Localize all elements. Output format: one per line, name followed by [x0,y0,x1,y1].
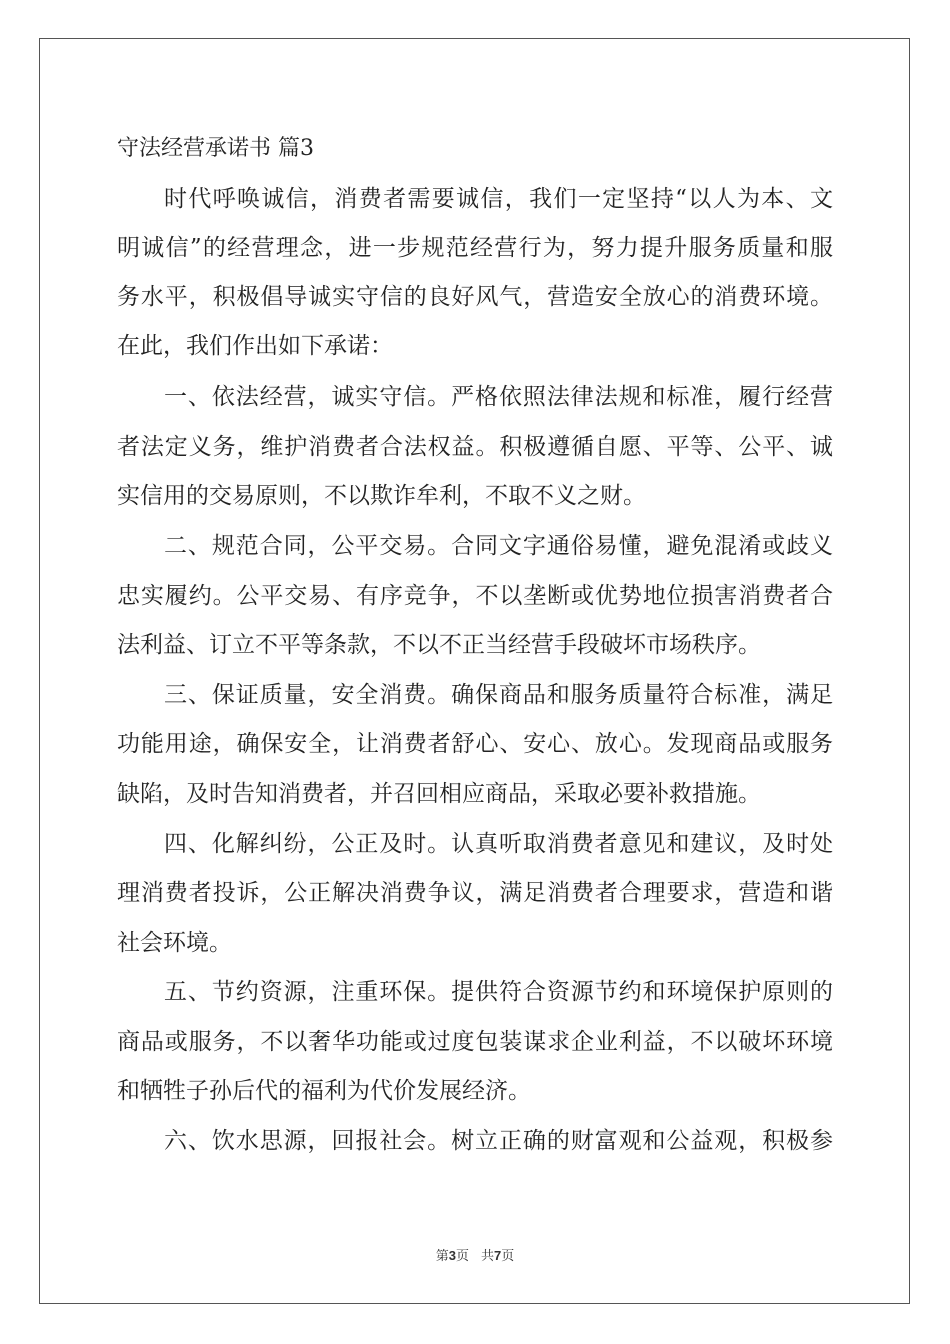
page-prefix: 第 [435,1249,449,1264]
paragraph-line: 缺陷，及时告知消费者，并召回相应商品，采取必要补救措施。 [117,781,761,807]
paragraph-line: 六、饮水思源，回报社会。树立正确的财富观和公益观，积极参 [164,1128,833,1154]
page-border [39,38,910,1304]
paragraph-line: 务水平，积极倡导诚实守信的良好风气，营造安全放心的消费环境。 [117,284,833,310]
paragraph-line: 理消费者投诉，公正解决消费争议，满足消费者合理要求，营造和谐 [117,880,833,906]
document-title: 守法经营承诺书 篇3 [117,136,314,161]
paragraph-line: 四、化解纠纷，公正及时。认真听取消费者意见和建议，及时处 [164,831,833,857]
paragraph-line: 一、依法经营，诚实守信。严格依照法律法规和标准，履行经营 [164,384,833,410]
page-suffix: 页 [455,1249,469,1264]
paragraph-line: 和牺牲子孙后代的福利为代价发展经济。 [117,1078,531,1104]
paragraph-line: 五、节约资源，注重环保。提供符合资源节约和环境保护原则的 [164,979,833,1005]
paragraph-line: 明诚信”的经营理念，进一步规范经营行为，努力提升服务质量和服 [117,235,833,261]
paragraph-line: 在此，我们作出如下承诺： [117,333,393,359]
current-page-number: 3 [448,1248,456,1263]
paragraph-line: 社会环境。 [117,930,232,956]
page-footer [0,1248,950,1265]
paragraph-line: 法利益、订立不平等条款，不以不正当经营手段破坏市场秩序。 [117,632,761,658]
paragraph-line: 商品或服务，不以奢华功能或过度包装谋求企业利益，不以破坏环境 [117,1029,833,1055]
total-pages-number: 7 [494,1248,502,1263]
paragraph-line: 时代呼唤诚信，消费者需要诚信，我们一定坚持“以人为本、文 [164,186,833,212]
paragraph-line: 三、保证质量，安全消费。确保商品和服务质量符合标准，满足 [164,682,833,708]
paragraph-line: 忠实履约。公平交易、有序竞争，不以垄断或优势地位损害消费者合 [117,583,833,609]
paragraph-line: 二、规范合同，公平交易。合同文字通俗易懂，避免混淆或歧义 [164,533,833,559]
paragraph-line: 实信用的交易原则，不以欺诈牟利，不取不义之财。 [117,483,646,509]
paragraph-line: 功能用途，确保安全，让消费者舒心、安心、放心。发现商品或服务 [117,731,833,757]
total-suffix: 页 [501,1249,515,1264]
paragraph-line: 者法定义务，维护消费者合法权益。积极遵循自愿、平等、公平、诚 [117,434,833,460]
total-prefix: 共 [481,1249,495,1264]
